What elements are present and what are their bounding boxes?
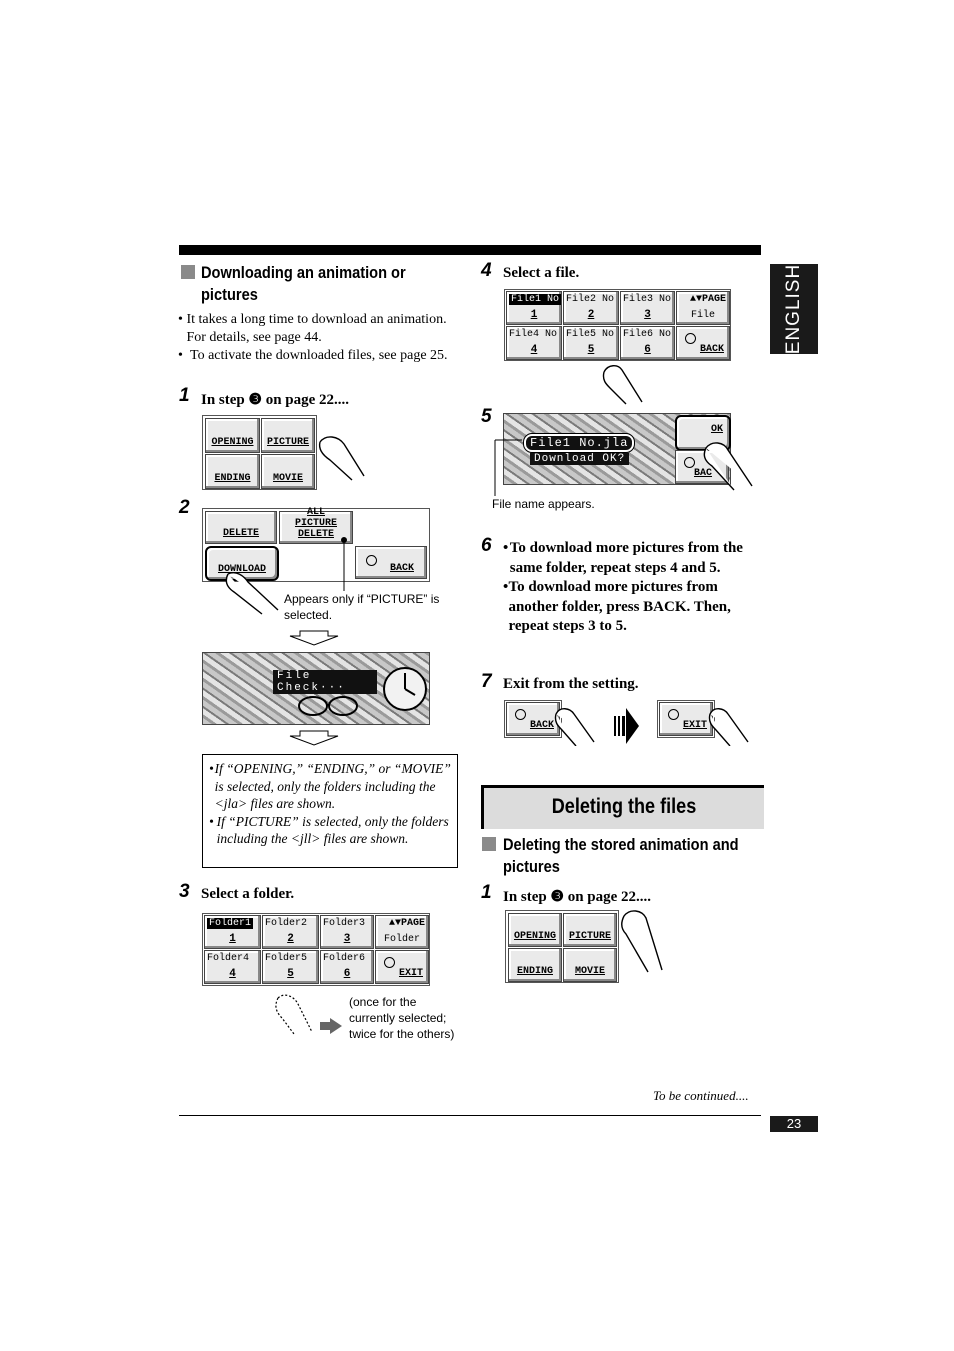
to-be-continued: To be continued....: [653, 1088, 749, 1103]
finger-pointer-icon: [706, 706, 752, 746]
file-button[interactable]: File6 No 6: [620, 326, 675, 360]
source-menu-panel: [505, 910, 619, 983]
back-button[interactable]: BAC: [675, 450, 729, 484]
step-number: 6: [481, 535, 492, 556]
exit-button[interactable]: EXIT: [375, 950, 429, 984]
step2-caption: Appears only if “PICTURE” is selected.: [284, 592, 440, 622]
page-number: 23: [770, 1116, 818, 1132]
down-arrow-icon: [288, 730, 340, 746]
folder-list-panel: [202, 913, 430, 986]
folder-button[interactable]: Folder1 1: [204, 915, 261, 949]
back-icon: [515, 709, 526, 720]
back-icon: [684, 457, 695, 468]
folder-button[interactable]: Folder3 3: [320, 915, 374, 949]
list-item: • If “OPENING,” “ENDING,” or “MOVIE” is selected, only the folders including the <jla> files are shown.: [209, 761, 451, 811]
delete-button[interactable]: DELETE: [205, 511, 277, 544]
exit-icon: [384, 957, 395, 968]
file-check-screen: [202, 652, 430, 725]
back-button[interactable]: BACK: [506, 702, 560, 736]
step-number: 1: [179, 385, 190, 406]
opening-button[interactable]: OPENING: [508, 913, 562, 947]
exit-icon: [668, 709, 679, 720]
page-up-down-icon: ▲▼PAGE: [388, 918, 425, 929]
callout-line: [335, 535, 355, 593]
list-item: • To activate the downloaded files, see page 25.: [178, 348, 448, 363]
ending-button[interactable]: ENDING: [508, 948, 562, 982]
step5-caption: File name appears.: [492, 497, 595, 511]
bottom-rule: [179, 1115, 761, 1116]
file-button[interactable]: File1 No 1: [506, 291, 562, 325]
page-file-button[interactable]: ▲▼PAGE File: [676, 291, 730, 325]
movie-button[interactable]: MOVIE: [261, 454, 315, 489]
back-icon: [685, 333, 696, 344]
finger-pointer-icon: [222, 570, 284, 616]
section-square-icon: [482, 837, 496, 851]
step-number: 4: [481, 260, 492, 281]
all-picture-delete-button[interactable]: ALL PICTURE DELETE: [279, 511, 353, 544]
ending-button[interactable]: ENDING: [205, 454, 260, 489]
double-press-finger-icon: [272, 992, 344, 1036]
section-square-icon: [181, 265, 195, 279]
page-up-down-icon: ▲▼PAGE: [689, 294, 726, 305]
step6-list: [503, 539, 761, 637]
section-title: Deleting the stored animation and pictures: [503, 835, 739, 876]
file-button[interactable]: File4 No 4: [506, 326, 562, 360]
language-tab: ENGLISH: [770, 264, 818, 354]
step-text: Select a file.: [503, 265, 580, 281]
file-check-message: File Check···: [273, 670, 377, 694]
picture-button[interactable]: PICTURE: [261, 418, 315, 453]
download-button[interactable]: DOWNLOAD: [205, 546, 279, 581]
clock-icon: [381, 657, 429, 721]
page-folder-button[interactable]: ▲▼PAGE Folder: [375, 915, 429, 949]
step-number: 7: [481, 671, 492, 692]
back-icon: [366, 555, 377, 566]
step-number: 1: [481, 882, 492, 903]
list-item: • To download more pictures from the same folder, repeat steps 4 and 5.: [503, 540, 743, 576]
callout-line: [490, 436, 526, 498]
back-button[interactable]: BACK: [676, 326, 730, 360]
finger-pointer-icon: [600, 362, 646, 406]
down-arrow-icon: [288, 630, 340, 646]
back-button[interactable]: BACK: [355, 546, 427, 579]
folder-button[interactable]: Folder6 6: [320, 950, 374, 984]
folder-button[interactable]: Folder5 5: [262, 950, 319, 984]
step3-caption: (once for the currently selected; twice for the others): [349, 995, 455, 1041]
right-arrow-icon: [614, 706, 640, 746]
intro-bullets: [178, 311, 468, 365]
step-text: In step ❸ on page 22....: [503, 889, 652, 905]
picture-button[interactable]: PICTURE: [563, 913, 617, 947]
note-box: [202, 754, 458, 868]
finger-pointer-icon: [552, 706, 598, 746]
deleting-heading: Deleting the files: [481, 785, 764, 829]
list-item: • To download more pictures from another folder, press BACK. Then, repeat steps 3 to 5.: [503, 579, 731, 634]
finger-pointer-icon: [316, 432, 368, 482]
exit-button[interactable]: EXIT: [659, 702, 713, 736]
source-menu-panel: [202, 415, 317, 490]
download-confirm-screen: [503, 413, 731, 485]
step-text: Select a folder.: [201, 886, 295, 902]
folder-button[interactable]: Folder4 4: [204, 950, 261, 984]
step-number: 2: [179, 497, 190, 518]
top-rule: [179, 245, 761, 255]
step-number: 3: [179, 881, 190, 902]
step-number: 5: [481, 406, 492, 427]
step-text: Exit from the setting.: [503, 676, 639, 692]
step-text: In step ❸ on page 22....: [201, 392, 350, 408]
ok-button[interactable]: OK: [675, 415, 731, 451]
list-item: • If “PICTURE” is selected, only the folders including the <jll> files are shown.: [209, 813, 449, 846]
download-prompt: Download OK?: [530, 453, 629, 465]
file-button[interactable]: File3 No 3: [620, 291, 675, 325]
finger-pointer-icon: [700, 440, 756, 492]
file-button[interactable]: File5 No 5: [563, 326, 619, 360]
finger-pointer-icon: [618, 906, 666, 974]
list-item: • It takes a long time to download an animation. For details, see page 44.: [178, 312, 447, 345]
glasses-icon: [293, 691, 363, 721]
file-name-display: File1 No.jla: [524, 434, 634, 452]
movie-button[interactable]: MOVIE: [563, 948, 617, 982]
file-button[interactable]: File2 No 2: [563, 291, 619, 325]
section-title: Downloading an animation or pictures: [201, 263, 406, 304]
folder-button[interactable]: Folder2 2: [262, 915, 319, 949]
opening-button[interactable]: OPENING: [205, 418, 260, 453]
file-list-panel: [504, 289, 731, 361]
